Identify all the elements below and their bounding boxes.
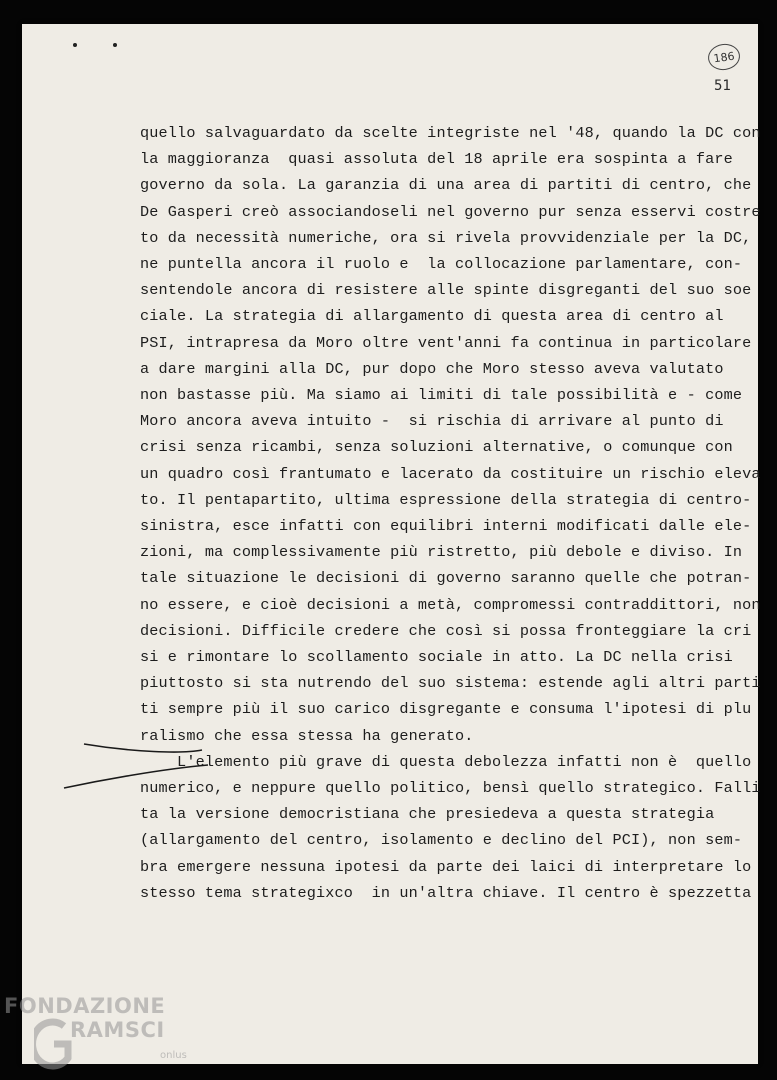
document-page bbox=[22, 24, 761, 1064]
text-line: no essere, e cioè decisioni a metà, compromessi contraddittori, non bbox=[140, 595, 761, 614]
text-line: si e rimontare lo scollamento sociale in atto. La DC nella crisi bbox=[140, 648, 733, 666]
text-line: numerico, e neppure quello politico, bensì quello strategico. Falli bbox=[140, 779, 761, 797]
watermark-line3: onlus bbox=[160, 1050, 187, 1061]
text-line: L'elemento più grave di questa debolezza infatti non è quello bbox=[140, 752, 752, 771]
watermark-line2: RAMSCI bbox=[70, 1018, 165, 1042]
text-line: PSI, intrapresa da Moro oltre vent'anni fa continua in particolare bbox=[140, 333, 752, 352]
text-line: un quadro così frantumato e lacerato da costituire un rischio eleva bbox=[140, 464, 761, 483]
handwritten-marks bbox=[22, 24, 758, 1064]
text-line: sinistra, esce infatti con equilibri interni modificati dalle ele- bbox=[140, 517, 752, 535]
text-line: la maggioranza quasi assoluta del 18 aprile era sospinta a fare bbox=[140, 150, 733, 169]
text-line: sentendole ancora di resistere alle spinte disgreganti del suo soe bbox=[140, 281, 752, 300]
text-line: tale situazione le decisioni di governo saranno quelle che potran- bbox=[140, 569, 752, 588]
text-line: ne puntella ancora il ruolo e la collocazione parlamentare, con- bbox=[140, 255, 743, 273]
archive-stamp: 186 bbox=[706, 42, 741, 72]
text-line: crisi senza ricambi, senza soluzioni alternative, o comunque con bbox=[140, 438, 733, 457]
text-line: to da necessità numeriche, ora si rivela provvidenziale per la DC, bbox=[140, 228, 752, 247]
text-line: Moro ancora aveva intuito - si rischia di arrivare al punto di bbox=[140, 412, 724, 431]
text-line: De Gasperi creò associandoseli nel governo pur senza esservi costre bbox=[140, 202, 761, 221]
gramsci-g-logo-icon bbox=[34, 1018, 74, 1074]
text-line: zioni, ma complessivamente più ristretto, più debole e diviso. In bbox=[140, 543, 743, 562]
text-line: (allargamento del centro, isolamento e declino del PCI), non sem- bbox=[140, 831, 743, 850]
watermark-line1: FONDAZIONE bbox=[4, 994, 166, 1018]
text-line: stesso tema strategixco in un'altra chiave. Il centro è spezzetta bbox=[140, 883, 752, 902]
text-line: non bastasse più. Ma siamo ai limiti di tale possibilità e - come bbox=[140, 386, 743, 404]
text-line: ta la versione democristiana che presiedeva a questa strategia bbox=[140, 805, 715, 824]
text-line: piuttosto si sta nutrendo del suo sistema: estende agli altri parti bbox=[140, 674, 761, 693]
text-line: ralismo che essa stessa ha generato. bbox=[140, 726, 474, 745]
text-line: a dare margini alla DC, pur dopo che Moro stesso aveva valutato bbox=[140, 359, 724, 378]
pen-stroke-upper bbox=[84, 744, 202, 752]
text-line: quello salvaguardato da scelte integriste nel '48, quando la DC con bbox=[140, 124, 761, 142]
text-line: decisioni. Difficile credere che così si possa fronteggiare la cri bbox=[140, 621, 752, 640]
text-line: to. Il pentapartito, ultima espressione della strategia di centro- bbox=[140, 490, 752, 509]
text-line: governo da sola. La garanzia di una area di partiti di centro, che bbox=[140, 176, 752, 195]
text-line: ti sempre più il suo carico disgregante e consuma l'ipotesi di plu bbox=[140, 700, 752, 719]
text-line: ciale. La strategia di allargamento di questa area di centro al bbox=[140, 307, 724, 326]
text-line: bra emergere nessuna ipotesi da parte dei laici di interpretare lo bbox=[140, 857, 752, 876]
page-number: 51 bbox=[714, 78, 731, 94]
fondazione-gramsci-watermark bbox=[4, 994, 204, 1078]
pen-stroke-lower bbox=[64, 765, 208, 788]
